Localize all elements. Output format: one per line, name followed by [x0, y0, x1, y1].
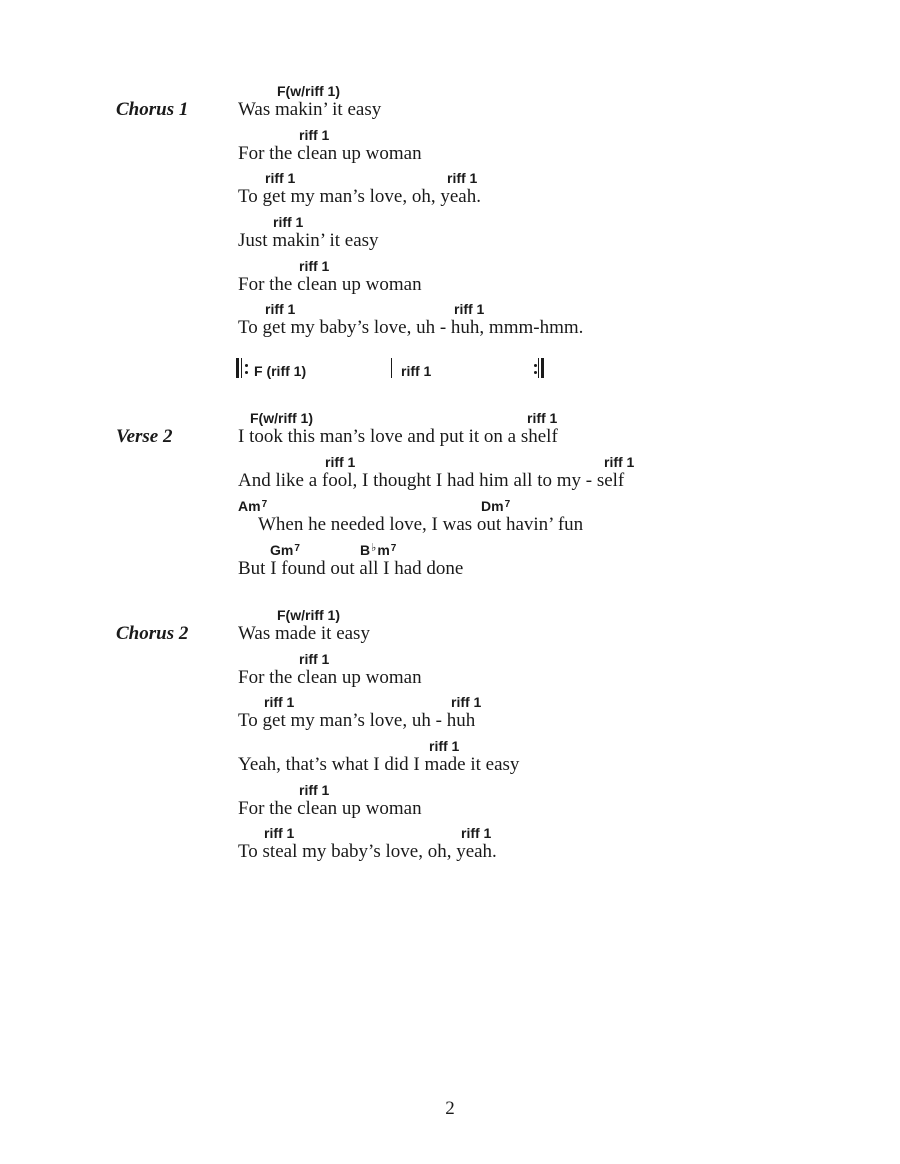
chord-symbol: riff 1: [299, 651, 330, 667]
chord-symbol: F(w/riff 1): [250, 410, 313, 426]
chord-extension: 7: [294, 543, 300, 554]
chord-symbol: riff 1: [264, 825, 295, 841]
chord-symbol: riff 1: [265, 301, 296, 317]
chord-extension: 7: [504, 499, 511, 510]
repeat-dot: [534, 364, 537, 367]
repeat-start-thin-line: [241, 358, 242, 378]
chord-symbol: [360, 543, 396, 558]
repeat-dot: [534, 371, 537, 374]
riff-bar-chord: riff 1: [401, 363, 432, 379]
lyric-line: To steal my baby’s love, oh, yeah.: [238, 841, 497, 862]
lyric-line: For the clean up woman: [238, 274, 422, 295]
chord-symbol: riff 1: [299, 782, 330, 798]
riff-bar-chord: F (riff 1): [254, 363, 307, 379]
chord-symbol: riff 1: [299, 258, 330, 274]
lyric-line: But I found out all I had done: [238, 558, 464, 579]
chord-symbol: riff 1: [604, 454, 635, 470]
chord-symbol: F(w/riff 1): [277, 607, 340, 623]
lyric-line: I took this man’s love and put it on a shelf: [238, 426, 558, 447]
lyric-line: Was makin’ it easy: [238, 99, 382, 120]
chord-symbol: riff 1: [325, 454, 356, 470]
chord-symbol: F(w/riff 1): [277, 83, 340, 99]
chord-symbol: [270, 543, 300, 558]
repeat-dot: [245, 371, 248, 374]
lyric-line: When he needed love, I was out havin’ fun: [258, 514, 584, 535]
lyric-line: To get my baby’s love, uh - huh, mmm-hmm.: [238, 317, 584, 338]
section-label-chorus-2: Chorus 2: [116, 623, 189, 644]
chord-root: Am: [238, 498, 261, 514]
chord-quality: m: [377, 542, 390, 558]
page-number: 2: [445, 1098, 455, 1119]
chord-extension: 7: [261, 499, 268, 510]
chord-symbol: riff 1: [273, 214, 304, 230]
section-label-chorus-1: Chorus 1: [116, 99, 189, 120]
lyric-line: To get my man’s love, uh - huh: [238, 710, 476, 731]
lyric-line: For the clean up woman: [238, 143, 422, 164]
chord-root: Dm: [481, 498, 504, 514]
chord-symbol: [481, 499, 510, 514]
repeat-start-thick-line: [236, 358, 239, 378]
chord-symbol: riff 1: [451, 694, 482, 710]
chord-root: B: [360, 542, 371, 558]
lyric-line: Yeah, that’s what I did I made it easy: [238, 754, 520, 775]
repeat-end-thick-line: [541, 358, 544, 378]
lyric-line: Just makin’ it easy: [238, 230, 379, 251]
bar-line: [391, 358, 392, 378]
flat-sign: ♭: [371, 542, 377, 554]
repeat-dot: [245, 364, 248, 367]
chord-symbol: riff 1: [299, 127, 330, 143]
chord-symbol: riff 1: [264, 694, 295, 710]
lyric-line: For the clean up woman: [238, 667, 422, 688]
chord-symbol: riff 1: [429, 738, 460, 754]
chord-symbol: riff 1: [265, 170, 296, 186]
chord-symbol: riff 1: [527, 410, 558, 426]
section-label-verse-2: Verse 2: [116, 426, 173, 447]
chord-symbol: riff 1: [454, 301, 485, 317]
chord-symbol: [238, 499, 267, 514]
repeat-end-thin-line: [538, 358, 539, 378]
lyric-line: And like a fool, I thought I had him all to my - self: [238, 470, 625, 491]
chord-extension: 7: [390, 543, 397, 554]
chord-symbol: riff 1: [447, 170, 478, 186]
lyric-line: To get my man’s love, oh, yeah.: [238, 186, 481, 207]
chord-root: Gm: [270, 542, 294, 558]
lyric-line: Was made it easy: [238, 623, 370, 644]
lyric-line: For the clean up woman: [238, 798, 422, 819]
chord-symbol: riff 1: [461, 825, 492, 841]
